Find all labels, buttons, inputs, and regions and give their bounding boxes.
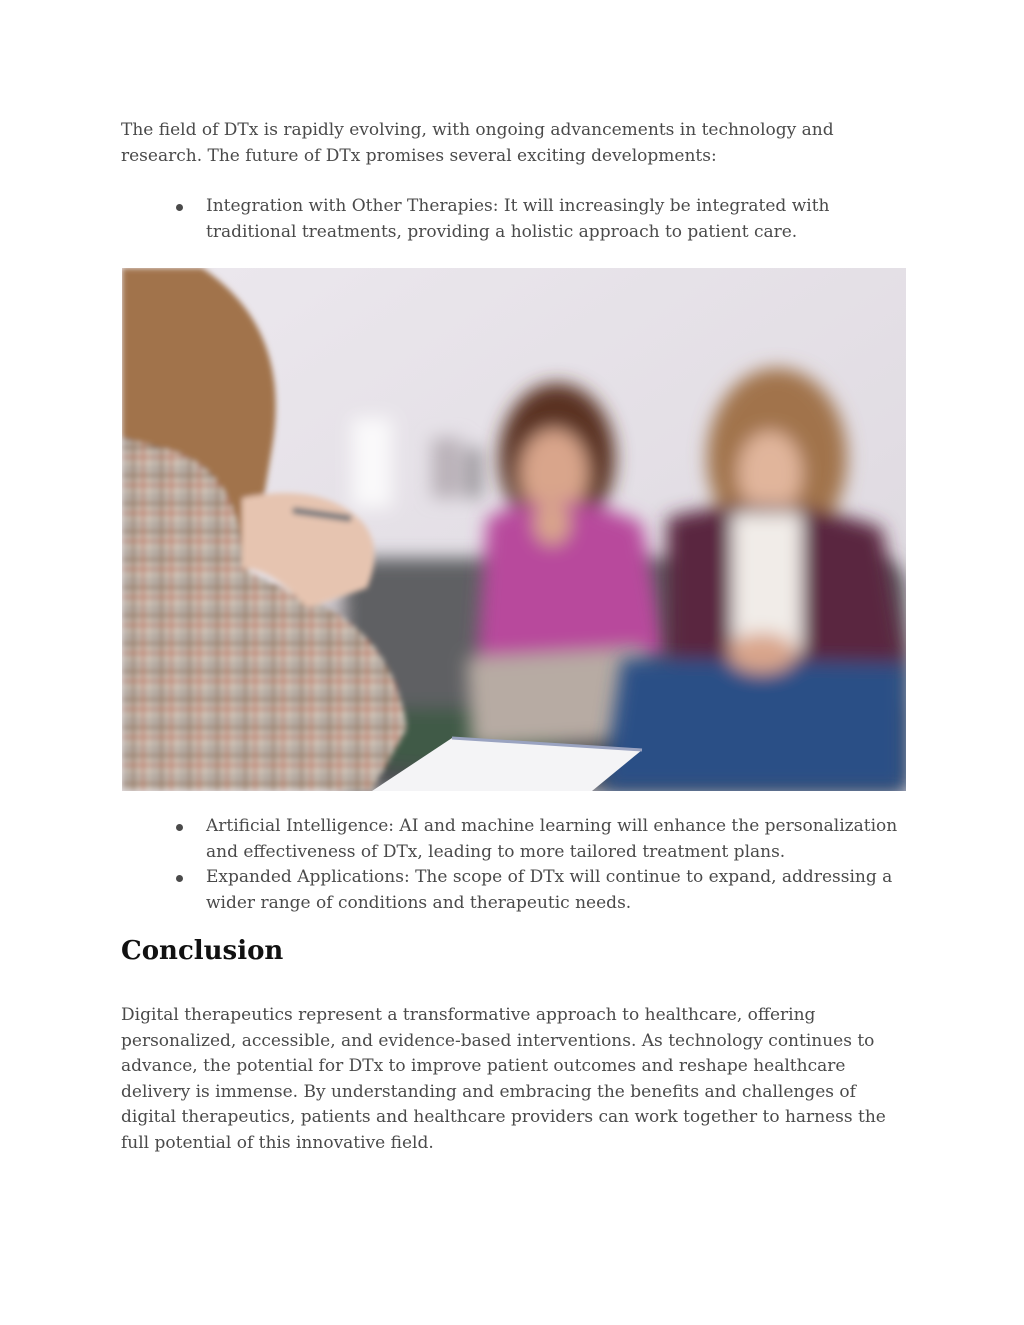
bullet-icon xyxy=(176,824,183,831)
bullet-text: Artificial Intelligence: AI and machine learning will enhance the personalization and effectiveness of DTx, leading to more tailored treatment plans. xyxy=(206,816,898,862)
future-bullets-bottom xyxy=(121,814,911,916)
conclusion-paragraph: Digital therapeutics represent a transformative approach to healthcare, offering personalized, accessible, and evidence-based interventions. As technology continues to advance, the potential for DTx to improve patient outcomes and reshape healthcare delivery is immense. By understanding and embracing the benefits and challenges of digital therapeutics, patients and healthcare providers can work together to harness the full potential of this innovative field. xyxy=(121,1005,886,1153)
therapy-session-photo xyxy=(122,268,906,791)
bullet-text: Integration with Other Therapies: It will increasingly be integrated with traditional treatments, providing a holistic approach to patient care. xyxy=(206,196,830,242)
future-bullets-top xyxy=(121,194,911,245)
section-heading: Conclusion xyxy=(121,936,284,966)
list-item xyxy=(121,194,911,245)
intro-paragraph: The field of DTx is rapidly evolving, with ongoing advancements in technology and research. The future of DTx promises several exciting developments: xyxy=(121,120,834,166)
bullet-icon xyxy=(176,875,183,882)
list-item xyxy=(121,865,911,916)
bullet-icon xyxy=(176,204,183,211)
bullet-text: Expanded Applications: The scope of DTx will continue to expand, addressing a wider range of conditions and therapeutic needs. xyxy=(206,867,893,913)
list-item xyxy=(121,814,911,865)
